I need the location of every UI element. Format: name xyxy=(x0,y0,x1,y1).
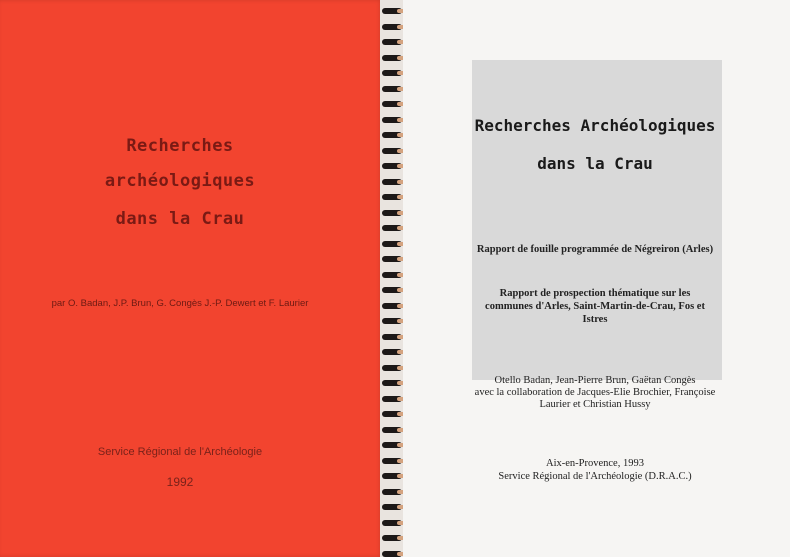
page-title-line-2: dans la Crau xyxy=(537,154,653,173)
spiral-coil xyxy=(382,179,402,185)
spiral-coil xyxy=(382,287,402,293)
page-publisher: Service Régional de l'Archéologie (D.R.A.C.) xyxy=(498,471,692,482)
spiral-coil xyxy=(382,194,402,200)
spiral-coil xyxy=(382,303,402,309)
spiral-coil xyxy=(382,132,402,138)
spiral-coil xyxy=(382,101,402,107)
spiral-coil xyxy=(382,163,402,169)
cover-title-line-2: archéologiques xyxy=(104,171,256,191)
cover-title-line-1: Recherches xyxy=(126,136,234,156)
spiral-coil xyxy=(382,256,402,262)
spiral-coil xyxy=(382,24,402,30)
spiral-coil xyxy=(382,473,402,479)
spiral-coil xyxy=(382,396,402,402)
spiral-coil xyxy=(382,8,402,14)
spiral-coil xyxy=(382,117,402,123)
report-prospection-line-1: Rapport de prospection thématique sur les xyxy=(499,288,691,299)
spiral-coil xyxy=(382,427,402,433)
page-authors-line-3: Laurier et Christian Hussy xyxy=(539,399,651,410)
spiral-coil xyxy=(382,520,402,526)
spiral-coil xyxy=(382,458,402,464)
spiral-coil xyxy=(382,411,402,417)
spiral-coil xyxy=(382,86,402,92)
spiral-coil xyxy=(382,210,402,216)
spiral-coil xyxy=(382,39,402,45)
spiral-coil xyxy=(382,535,402,541)
spiral-coil xyxy=(382,70,402,76)
spiral-coil xyxy=(382,334,402,340)
page-title-line-1: Recherches Archéologiques xyxy=(474,116,716,135)
spiral-coil xyxy=(382,504,402,510)
spiral-coil xyxy=(382,318,402,324)
page-place-date: Aix-en-Provence, 1993 xyxy=(546,458,644,469)
spiral-coil xyxy=(382,272,402,278)
spiral-coil xyxy=(382,225,402,231)
cover-year: 1992 xyxy=(166,475,194,489)
red-cover xyxy=(0,0,382,557)
gray-panel xyxy=(472,60,722,380)
cover-publisher: Service Régional de l'Archéologie xyxy=(97,446,263,458)
spiral-coil xyxy=(382,148,402,154)
report-prospection-line-3: Istres xyxy=(582,314,608,325)
spiral-coil xyxy=(382,489,402,495)
report-fouille: Rapport de fouille programmée de Négreiron (Arles) xyxy=(476,244,714,255)
report-prospection-line-2: communes d'Arles, Saint-Martin-de-Crau, Fos et xyxy=(485,301,705,312)
spiral-coil xyxy=(382,380,402,386)
spiral-coil xyxy=(382,551,402,557)
spiral-coil xyxy=(382,241,402,247)
page-authors-line-1: Otello Badan, Jean-Pierre Brun, Gaëtan Congès xyxy=(494,375,696,386)
spiral-coil xyxy=(382,349,402,355)
spiral-coil xyxy=(382,442,402,448)
spiral-coil xyxy=(382,365,402,371)
cover-authors: par O. Badan, J.P. Brun, G. Congès J.-P. Dewert et F. Laurier xyxy=(51,298,309,309)
page-authors-line-2: avec la collaboration de Jacques-Elie Brochier, Françoise xyxy=(474,387,716,398)
cover-title-line-3: dans la Crau xyxy=(115,209,245,229)
spiral-coil xyxy=(382,55,402,61)
